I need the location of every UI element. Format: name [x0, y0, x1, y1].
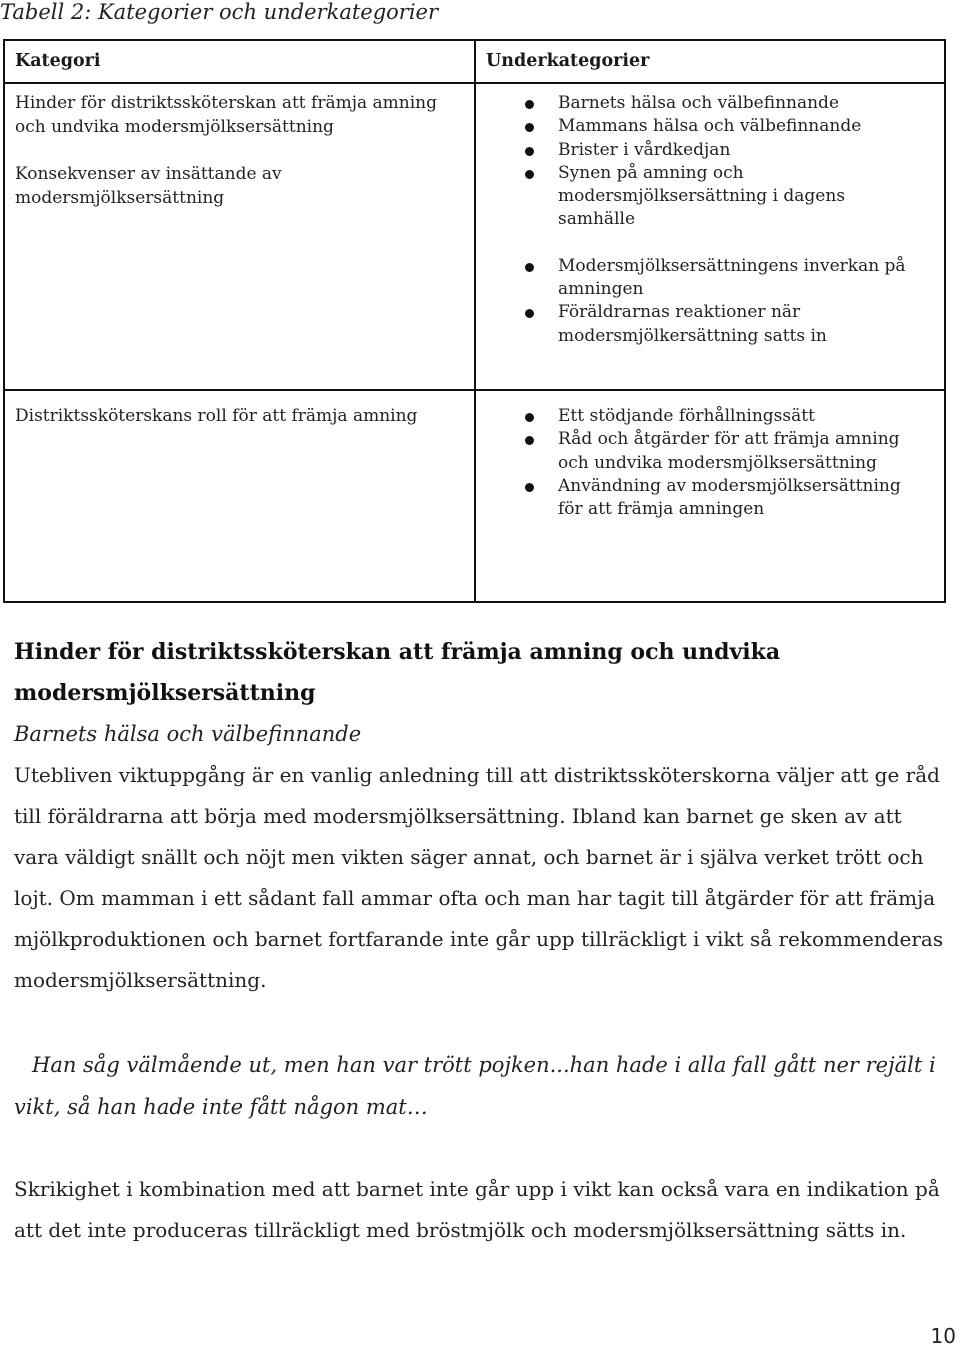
list-item [476, 405, 944, 428]
page-number: 10 [930, 1324, 956, 1348]
header-category: Kategori [4, 40, 475, 83]
body-paragraph: Utebliven viktuppgång är en vanlig anledning till att distriktssköterskorna väljer att ge råd till föräldrarna att börja med modersmjölksersättning. Ibland kan barnet ge sken av att vara väldigt snällt och nöjt men vikten säger annat, och barnet är i själva verket trött och lojt. Om mamman i ett sådant fall ammar ofta och man har tagit till åtgärder för att främja mjölkproduktionen och barnet fortfarande inte går upp tillräckligt i vikt så rekommenderas modersmjölksersättning. [14, 763, 944, 992]
table-row [4, 83, 945, 390]
category-name: Hinder för distriktssköterskan att främja amning och undvika modersmjölksersättning [15, 93, 437, 137]
category-name: Distriktssköterskans roll för att främja amning [15, 406, 418, 426]
list-item [476, 162, 944, 232]
bullet-icon [525, 147, 534, 156]
subcategory-label: Modersmjölksersättningens inverkan på amningen [558, 255, 906, 300]
subcategory-label: Råd och åtgärder för att främja amning och undvika modersmjölksersättning [558, 429, 900, 473]
subcategory-label: Ett stödjande förhållningssätt [558, 406, 815, 426]
category-cell [4, 83, 475, 390]
subcategory-cell [475, 390, 945, 602]
table-caption: Tabell 2: Kategorier och underkategorier [0, 0, 439, 24]
subcategory-label: Brister i vårdkedjan [558, 139, 731, 160]
list-item [476, 115, 944, 138]
table-header-row [4, 40, 945, 83]
bullet-icon [525, 123, 534, 132]
body-paragraph: Skrikighet i kombination med att barnet inte går upp i vikt kan också vara en indikation på att det inte produceras tillräckligt med bröstmjölk och modersmjölksersättning sätts in. [14, 1177, 940, 1242]
table-row [4, 390, 945, 602]
list-item [476, 255, 944, 302]
subcategory-label: Barnets hälsa och välbefinnande [558, 93, 839, 113]
interview-quote: Han såg välmående ut, men han var trött pojken...han hade i alla fall gått ner rejält i vikt, så han hade inte fått någon mat… [14, 1053, 936, 1119]
bullet-icon [525, 170, 534, 179]
bullet-icon [525, 483, 534, 492]
subcategory-label: Föräldrarnas reaktioner när modersmjölkersättning satts in [558, 302, 827, 346]
subcategory-list [476, 405, 944, 521]
category-cell [4, 390, 475, 602]
header-subcategories: Underkategorier [475, 40, 945, 83]
list-item [476, 428, 944, 475]
bullet-icon [525, 263, 534, 272]
bullet-icon [525, 436, 534, 445]
subcategory-label: Användning av modersmjölksersättning för att främja amningen [558, 475, 901, 520]
category-table [3, 39, 946, 603]
subcategory-label: Synen på amning och modersmjölksersättning i dagens samhälle [558, 162, 846, 230]
subcategory-list [476, 255, 944, 348]
bullet-icon [525, 100, 534, 109]
category-name: Konsekvenser av insättande av modersmjölksersättning [15, 164, 282, 208]
subcategory-list [476, 92, 944, 232]
list-item [476, 475, 944, 522]
bullet-icon [525, 413, 534, 422]
bullet-icon [525, 309, 534, 318]
section-heading: Hinder för distriktssköterskan att främja amning och undvika modersmjölksersättning [14, 639, 781, 706]
list-item [476, 301, 944, 348]
section-subheading: Barnets hälsa och välbefinnande [14, 722, 362, 746]
list-item [476, 92, 944, 115]
subcategory-cell [475, 83, 945, 390]
list-item [476, 139, 944, 162]
subcategory-label: Mammans hälsa och välbefinnande [558, 116, 862, 137]
